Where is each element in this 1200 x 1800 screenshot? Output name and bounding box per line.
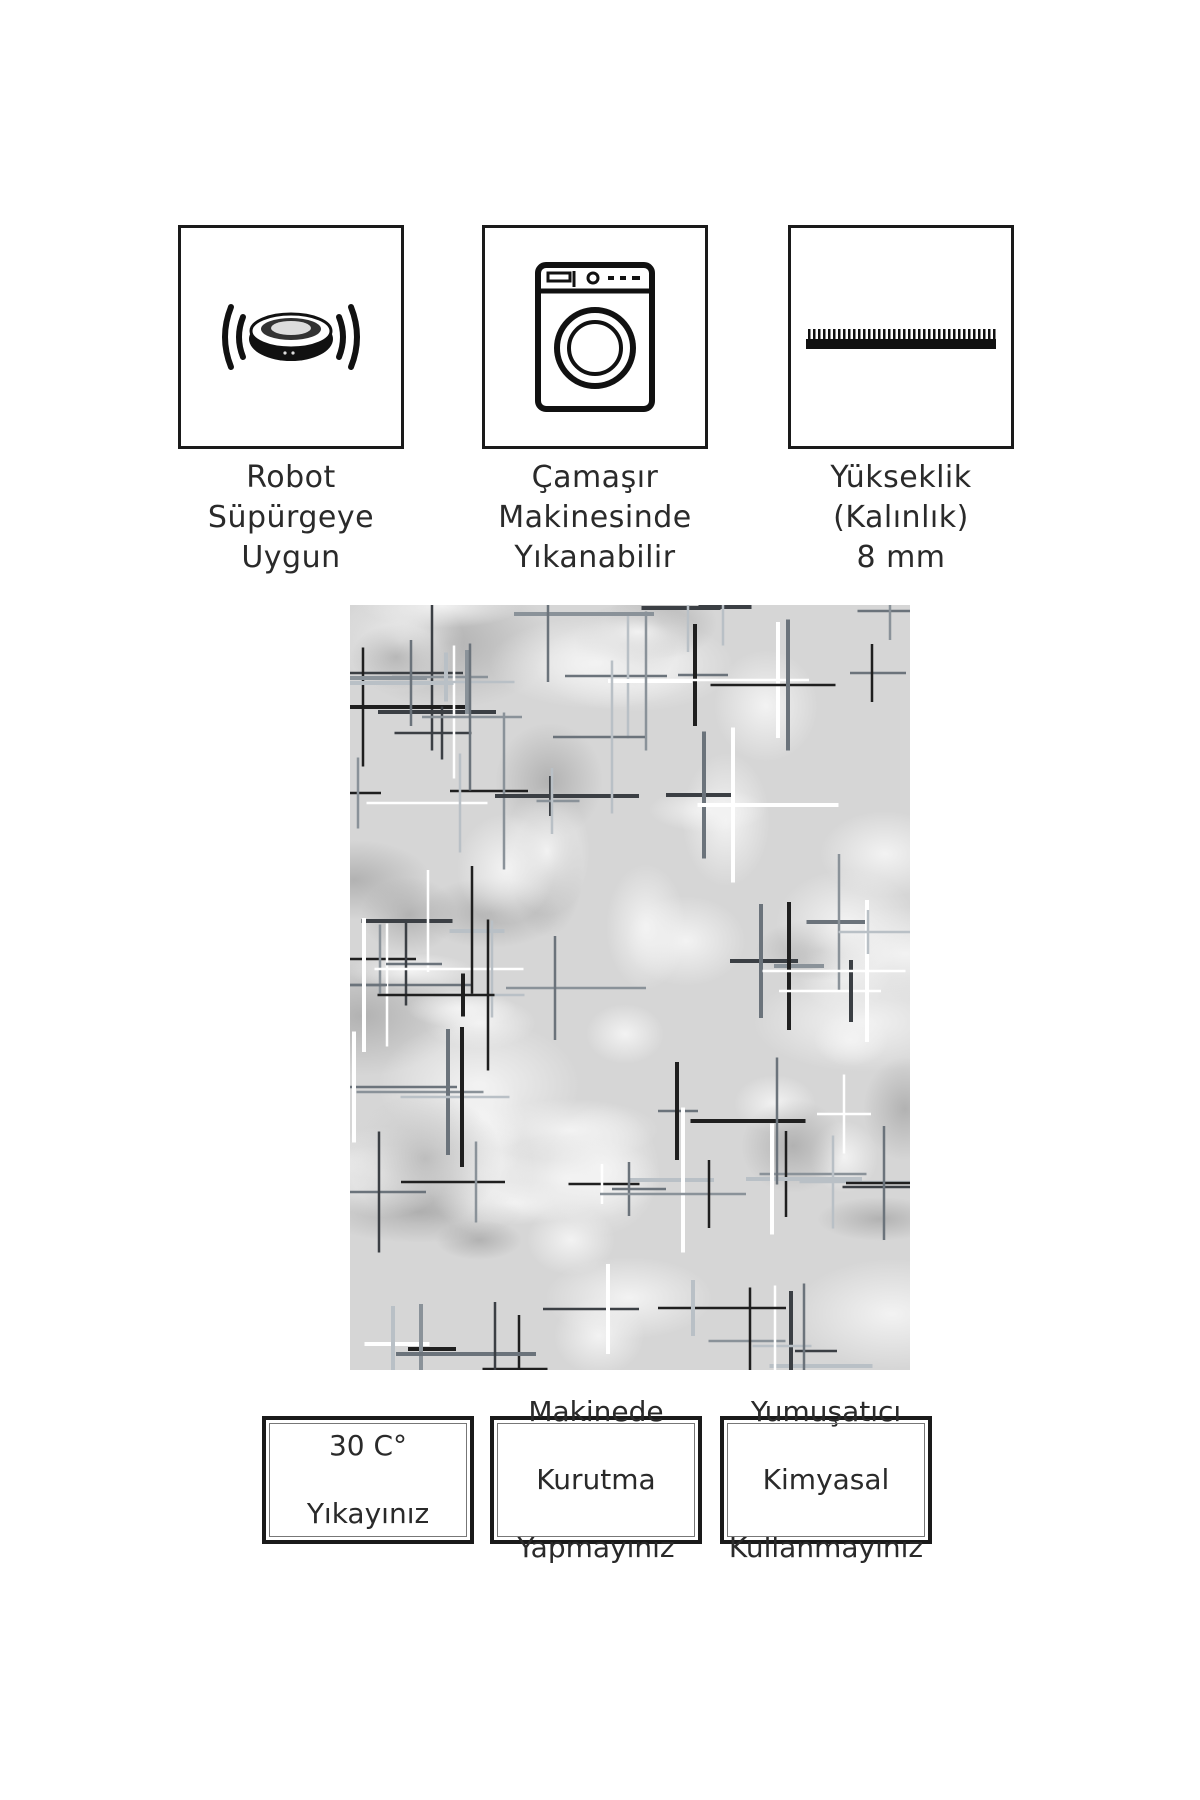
care-line: Kurutma — [536, 1463, 656, 1496]
feature-label-line: (Kalınlık) — [833, 500, 969, 535]
care-line: Yıkayınız — [306, 1497, 430, 1530]
care-text — [729, 1361, 923, 1599]
feature-box-robot — [178, 225, 404, 449]
care-line: 30 C° — [328, 1429, 408, 1462]
washing-machine-icon — [530, 257, 660, 417]
care-line: Yumuşatıcı — [750, 1395, 902, 1428]
feature-label-line: Makinesinde — [498, 500, 692, 535]
feature-label-washing — [455, 458, 735, 578]
feature-label-line: Yıkanabilir — [514, 540, 676, 575]
care-text — [307, 1395, 429, 1565]
care-line: Yapmayınız — [517, 1531, 675, 1564]
feature-box-washing — [482, 225, 708, 449]
feature-label-robot — [151, 458, 431, 578]
pile-height-icon — [806, 317, 996, 357]
feature-label-line: Süpürgeye — [207, 500, 375, 535]
feature-label-line: Robot — [246, 460, 336, 495]
feature-label-line: 8 mm — [856, 540, 946, 575]
care-line: Kimyasal — [762, 1463, 890, 1496]
care-box-no-softener — [720, 1395, 932, 1564]
feature-label-line: Uygun — [241, 540, 341, 575]
care-box-no-tumble-dry — [490, 1395, 702, 1564]
care-text — [517, 1361, 674, 1599]
feature-label-line: Yükseklik — [830, 460, 972, 495]
feature-label-height — [761, 458, 1041, 578]
rug-pattern — [350, 605, 910, 1370]
robot-vacuum-icon — [201, 277, 381, 397]
feature-label-line: Çamaşır — [531, 460, 659, 495]
care-line: Kullanmayınız — [728, 1531, 924, 1564]
feature-box-height — [788, 225, 1014, 449]
care-box-wash-temp — [262, 1416, 474, 1544]
care-line: Makinede — [528, 1395, 664, 1428]
rug-image — [350, 605, 910, 1370]
